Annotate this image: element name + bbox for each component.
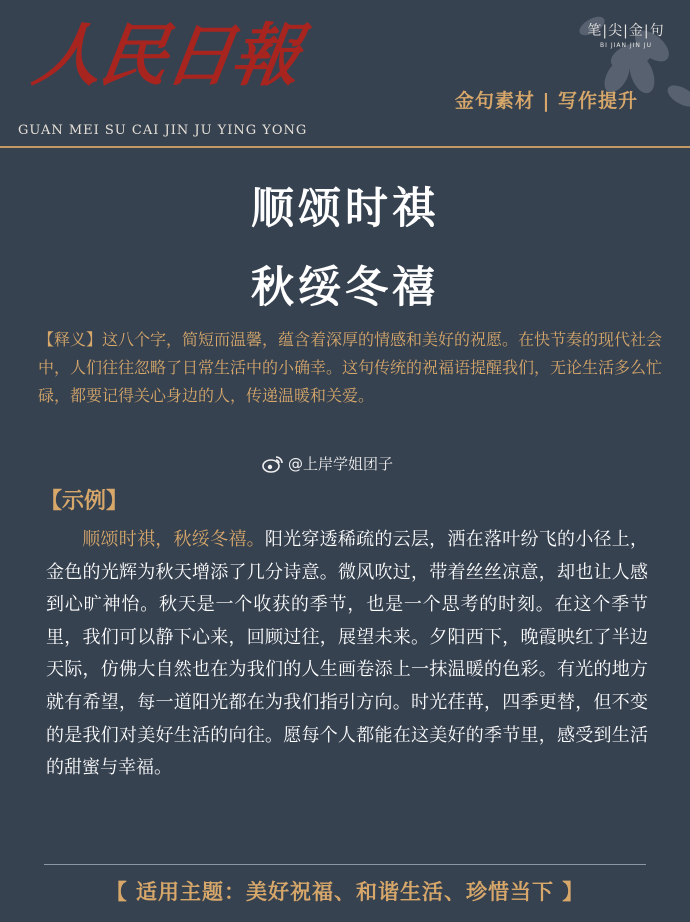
footer-divider bbox=[44, 864, 646, 865]
explanation-paragraph: 【释义】这八个字，简短而温馨，蕴含着深厚的情感和美好的祝愿。在快节奏的现代社会中，人们往往忽略了日常生活中的小确幸。这句传统的祝福语提醒我们，无论生活多么忙碌，都要记得关心身边的人，传递温暖和关爱。 bbox=[38, 330, 663, 405]
example-heading: 【示例】 bbox=[40, 489, 129, 514]
example-lead: 顺颂时祺，秋绥冬禧。 bbox=[82, 529, 265, 550]
example-paragraph bbox=[46, 524, 648, 785]
tagline: 金句素材 | 写作提升 bbox=[454, 90, 638, 112]
brand-pinyin: BI JIAN JIN JU bbox=[600, 42, 652, 49]
brand-mark bbox=[582, 20, 670, 49]
newspaper-logo: 人民日報 bbox=[28, 16, 304, 96]
title-line-1: 顺颂时祺 bbox=[251, 184, 439, 234]
watermark bbox=[262, 453, 393, 474]
themes-footer: 【 适用主题：美好祝福、和谐生活、珍惜当下 】 bbox=[105, 880, 585, 904]
brand-chars: 笔|尖|金|句 bbox=[587, 23, 665, 39]
weibo-icon bbox=[262, 455, 284, 473]
watermark-handle: @上岸学姐团子 bbox=[288, 455, 394, 473]
example-body: 阳光穿透稀疏的云层，洒在落叶纷飞的小径上，金色的光辉为秋天增添了几分诗意。微风吹过，带着丝丝凉意，却也让人感到心旷神怡。秋天是一个收获的季节，也是一个思考的时刻。在这个季节里，我们可以静下心来，回顾过往，展望未来。夕阳西下，晚霞映红了半边天际，仿佛大自然也在为我们的人生画卷添上一抹温暖的色彩。有光的地方就有希望，每一道阳光都在为我们指引方向。时光荏苒，四季更替，但不变的是我们对美好生活的向往。愿每个人都能在这美好的季节里，感受到生活的甜蜜与幸福。 bbox=[46, 529, 649, 779]
header-pinyin: GUAN MEI SU CAI JIN JU YING YONG bbox=[18, 123, 308, 138]
title-line-2: 秋绥冬禧 bbox=[251, 263, 439, 313]
header-divider bbox=[0, 146, 690, 148]
